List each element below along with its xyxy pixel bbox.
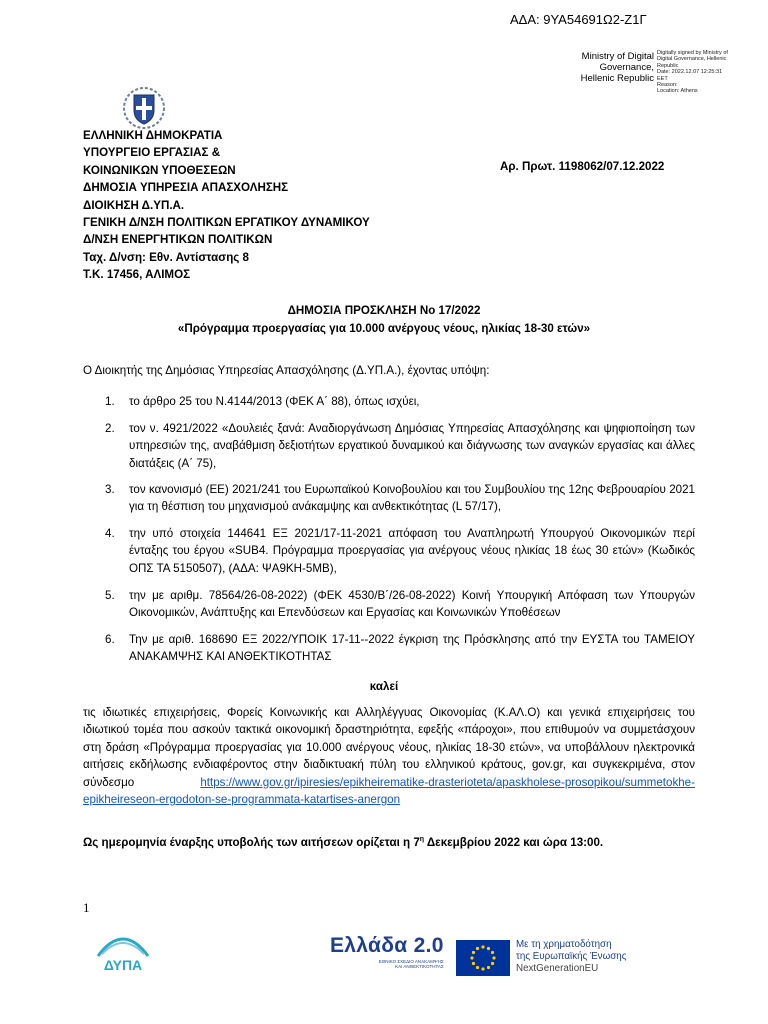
signature-org-line: Hellenic Republic xyxy=(580,73,654,84)
list-item-text: την με αριθμ. 78564/26-08-2022) (ΦΕΚ 4530/Β΄/26-08-2022) Κοινή Υπουργική Απόφαση των Υπουργών Οικονομικών, Ανάπτυξης και Επενδύσεων και Εργασίας και Κοινωνικών Υποθέσεων xyxy=(129,589,695,620)
deadline-superscript: η xyxy=(419,836,425,844)
header-line: Τ.Κ. 17456, ΑΛΙΜΟΣ xyxy=(83,268,191,282)
list-item-number: 4. xyxy=(105,527,115,540)
header-line: ΔΙΟΙΚΗΣΗ Δ.ΥΠ.Α. xyxy=(83,198,185,212)
dypa-logo-icon xyxy=(92,930,154,980)
eu-star xyxy=(472,951,475,954)
eu-funding-line: Με τη χρηματοδότηση xyxy=(516,939,612,950)
invites-heading: καλεί xyxy=(369,680,399,693)
protocol-number: Αρ. Πρωτ. 1198062/07.12.2022 xyxy=(500,160,665,173)
ellada-logo-subtitle-line: ΕΘΝΙΚΟ ΣΧΕΔΙΟ ΑΝΑΚΑΜΨΗΣ xyxy=(378,959,444,964)
header-line: Δ/ΝΣΗ ΕΝΕΡΓΗΤΙΚΩΝ ΠΟΛΙΤΙΚΩΝ xyxy=(83,233,273,247)
signature-detail-line: Republic xyxy=(657,62,679,69)
eu-star xyxy=(491,962,494,965)
invitation-body xyxy=(83,704,695,808)
gov-gr-link[interactable]: https://www.gov.gr/ipiresies/epikheirematike-drasterioteta/apaskholese-prosopikou/summetokhe-epikheireseon-ergodoton-se-programmata-katartises-anergon xyxy=(83,775,695,807)
eu-star xyxy=(472,962,475,965)
ellada-2-0-logo xyxy=(330,934,444,969)
header-line: Ταχ. Δ/νση: Εθν. Αντίστασης 8 xyxy=(83,250,249,264)
ellada-logo-subtitle xyxy=(330,959,444,969)
list-item-text: τον κανονισμό (ΕΕ) 2021/241 του Ευρωπαϊκού Κοινοβουλίου και του Συμβουλίου της 12ης Φεβρουαρίου 2021 για τη θέσπιση του μηχανισμού ανάκαμψης και ανθεκτικότητας (L 57/17), xyxy=(129,483,695,514)
deadline-text-end: Δεκεμβρίου 2022 και ώρα 13:00. xyxy=(424,836,604,849)
header-line: ΥΠΟΥΡΓΕΙΟ ΕΡΓΑΣΙΑΣ & xyxy=(83,146,221,160)
list-item-number: 2. xyxy=(105,422,115,435)
signature-detail-line: Location: Athens xyxy=(657,88,698,95)
list-item-number: 1. xyxy=(105,395,115,408)
eu-funding-text xyxy=(516,939,626,975)
list-item-text: το άρθρο 25 του Ν.4144/2013 (ΦΕΚ Α΄ 88), όπως ισχύει, xyxy=(129,395,420,408)
eu-flag-icon xyxy=(456,940,510,976)
header-line: ΔΗΜΟΣΙΑ ΥΠΗΡΕΣΙΑ ΑΠΑΣΧΟΛΗΣΗΣ xyxy=(83,181,289,195)
eu-star xyxy=(487,947,490,950)
signature-org-line: Governance, xyxy=(599,62,654,73)
eu-star xyxy=(476,966,479,969)
signature-details xyxy=(657,50,767,95)
eu-star xyxy=(470,956,473,959)
list-item-number: 6. xyxy=(105,633,115,646)
intro-text: Ο Διοικητής της Δημόσιας Υπηρεσίας Απασχόλησης (Δ.ΥΠ.Α.), έχοντας υπόψη: xyxy=(83,364,490,377)
list-item-text: Την με αριθ. 168690 ΕΞ 2022/ΥΠΟΙΚ 17-11--2022 έγκριση της Πρόσκλησης από την ΕΥΣΤΑ του ΤΑΜΕΙΟΥ ΑΝΑΚΑΜΨΗΣ ΚΑΙ ΑΝΘΕΚΤΙΚΟΤΗΤΑΣ xyxy=(129,633,695,664)
eu-funding-line: της Ευρωπαϊκής Ένωσης xyxy=(516,951,627,962)
header-line: ΕΛΛΗΝΙΚΗ ΔΗΜΟΚΡΑΤΙΑ xyxy=(83,129,223,142)
invitation-text: τις ιδιωτικές επιχειρήσεις, Φορείς Κοινωνικής και Αλληλέγγυας Οικονομίας (Κ.ΑΛ.Ο) και γενικά επιχειρήσεις του ιδιωτικού τομέα που ασκούν τακτικά οικονομική δραστηριότητα, εφεξής «πάροχοι», που επιθυμούν να συμμετάσχουν στη δράση «Πρόγραμμα προεργασίας για 10.000 ανέργους νέους, ηλικίας 18-30 ετών», να υποβάλλουν ηλεκτρονικά αιτήσεις εκδήλωσης ενδιαφέροντος στην διαδικτυακή πύλη του ελληνικού κράτους, gov.gr, και συγκεκριμένα, στον σύνδεσμο xyxy=(83,706,695,789)
ellada-logo-word: Ελλάδα 2.0 xyxy=(330,934,444,957)
list-item-number: 3. xyxy=(105,483,115,496)
eu-star xyxy=(481,967,484,970)
issuer-header xyxy=(83,127,370,284)
eu-star xyxy=(481,945,484,948)
signature-detail-line: Reason: xyxy=(657,82,678,89)
list-item-number: 5. xyxy=(105,589,115,602)
eu-star xyxy=(487,966,490,969)
eu-funding-line: NextGenerationEU xyxy=(516,963,599,974)
eu-star xyxy=(476,947,479,950)
signature-detail-line: Digitally signed by Ministry of xyxy=(657,50,728,56)
signature-detail-line: EET xyxy=(657,75,668,82)
dypa-logo-text: ΔΥΠΑ xyxy=(103,957,143,973)
ada-code: ΑΔΑ: 9ΥΑ54691Ω2-Ζ1Γ xyxy=(510,12,647,27)
page-number: 1 xyxy=(83,900,90,915)
hellenic-emblem-icon xyxy=(122,86,166,130)
list-item-text: την υπό στοιχεία 144641 ΕΞ 2021/17-11-2021 απόφαση του Αναπληρωτή Υπουργού Οικονομικών περί ένταξης του έργου «SUB4. Πρόγραμμα προεργασίας για ανέργους νέους ηλικίας 18 έως 30 ετών» (Κωδικός ΟΠΣ ΤΑ 5150507), (ΑΔΑ: ΨΑ9ΚΗ-5ΜΒ), xyxy=(129,527,695,575)
deadline-text: Ως ημερομηνία έναρξης υποβολής των αιτήσεων ορίζεται η 7 xyxy=(83,836,420,849)
document-subtitle: «Πρόγραμμα προεργασίας για 10.000 ανέργους νέους, ηλικίας 18-30 ετών» xyxy=(177,322,591,335)
document-title: ΔΗΜΟΣΙΑ ΠΡΟΣΚΛΗΣΗ Νο 17/2022 xyxy=(287,304,481,317)
signature-org-line: Ministry of Digital xyxy=(581,51,654,62)
signature-detail-line: Date: 2022.12.07 12:25:31 xyxy=(657,69,723,76)
eu-star xyxy=(492,956,495,959)
submission-start-date xyxy=(83,836,603,849)
ellada-logo-subtitle-line: ΚΑΙ ΑΝΘΕΚΤΙΚΟΤΗΤΑΣ xyxy=(395,964,444,969)
list-item-text: τον ν. 4921/2022 «Δουλειές ξανά: Αναδιοργάνωση Δημόσιας Υπηρεσίας Απασχόλησης και ψηφιοποίηση των υπηρεσιών της, αναβάθμιση δεξιοτήτων εργατικού δυναμικού και διάγνωσης των αναγκών εργασίας και άλλες διατάξεις (Α΄ 75), xyxy=(129,422,695,470)
header-line: ΓΕΝΙΚΗ Δ/ΝΣΗ ΠΟΛΙΤΙΚΩΝ ΕΡΓΑΤΙΚΟΥ ΔΥΝΑΜΙΚΟΥ xyxy=(83,216,370,230)
header-line: ΚΟΙΝΩΝΙΚΩΝ ΥΠΟΘΕΣΕΩΝ xyxy=(83,163,236,177)
eu-star xyxy=(491,951,494,954)
signature-detail-line: Digital Governance, Hellenic xyxy=(657,56,727,63)
signature-organization xyxy=(560,51,654,84)
